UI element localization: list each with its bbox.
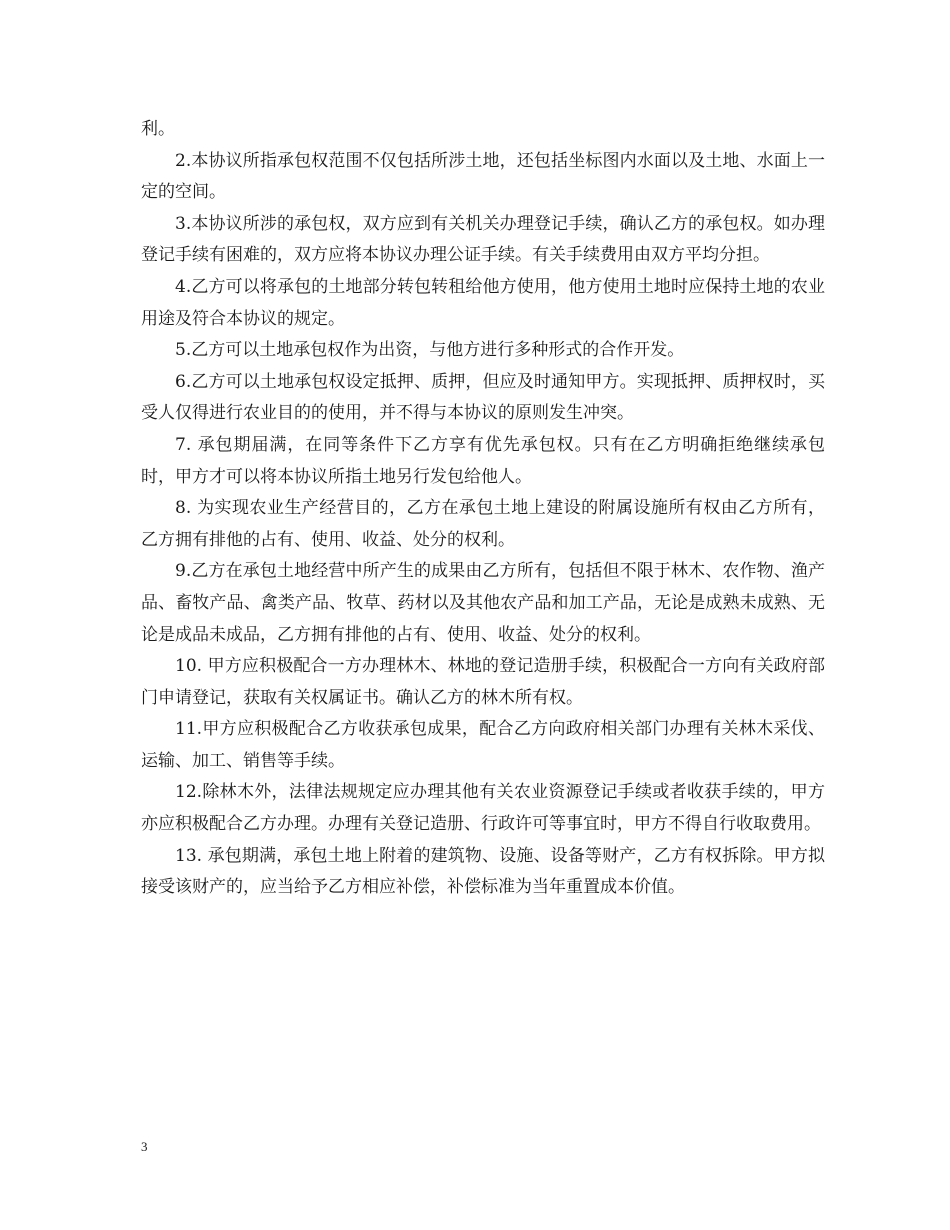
paragraph-clause-6: 6.乙方可以土地承包权设定抵押、质押，但应及时通知甲方。实现抵押、质押权时，买受人仅得进行农业目的的使用，并不得与本协议的原则发生冲突。 bbox=[141, 371, 825, 424]
document-body bbox=[141, 114, 825, 904]
paragraph-clause-10: 10. 甲方应积极配合一方办理林木、林地的登记造册手续，积极配合一方向有关政府部门申请登记，获取有关权属证书。确认乙方的林木所有权。 bbox=[141, 656, 825, 708]
paragraph-clause-11: 11.甲方应积极配合乙方收获承包成果，配合乙方向政府相关部门办理有关林木采伐、运输、加工、销售等手续。 bbox=[141, 719, 825, 771]
paragraph-clause-4: 4.乙方可以将承包的土地部分转包转租给他方使用，他方使用土地时应保持土地的农业用途及符合本协议的规定。 bbox=[141, 276, 825, 329]
paragraph-clause-2: 2.本协议所指承包权范围不仅包括所涉土地，还包括坐标图内水面以及土地、水面上一定的空间。 bbox=[141, 150, 825, 203]
paragraph-clause-9: 9.乙方在承包土地经营中所产生的成果由乙方所有，包括但不限于林木、农作物、渔产品、畜牧产品、禽类产品、牧草、药材以及其他农产品和加工产品，无论是成熟未成熟、无论是成品未成品，乙方拥有排他的占有、使用、收益、处分的权利。 bbox=[141, 561, 825, 645]
paragraph-clause-13: 13. 承包期满，承包土地上附着的建筑物、设施、设备等财产，乙方有权拆除。甲方拟接受该财产的，应当给予乙方相应补偿，补偿标准为当年重置成本价值。 bbox=[141, 845, 825, 898]
page-number: 3 bbox=[141, 1139, 148, 1154]
paragraph-continuation: 利。 bbox=[141, 119, 175, 139]
paragraph-clause-7: 7. 承包期届满，在同等条件下乙方享有优先承包权。只有在乙方明确拒绝继续承包时，甲方才可以将本协议所指土地另行发包给他人。 bbox=[141, 434, 825, 487]
paragraph-clause-12: 12.除林木外，法律法规规定应办理其他有关农业资源登记手续或者收获手续的，甲方亦应积极配合乙方办理。办理有关登记造册、行政许可等事宜时，甲方不得自行收取费用。 bbox=[141, 782, 825, 835]
paragraph-clause-8: 8. 为实现农业生产经营目的，乙方在承包土地上建设的附属设施所有权由乙方所有，乙方拥有排他的占有、使用、收益、处分的权利。 bbox=[141, 498, 825, 550]
paragraph-clause-3: 3.本协议所涉的承包权，双方应到有关机关办理登记手续，确认乙方的承包权。如办理登记手续有困难的，双方应将本协议办理公证手续。有关手续费用由双方平均分担。 bbox=[141, 213, 825, 266]
paragraph-clause-5: 5.乙方可以土地承包权作为出资，与他方进行多种形式的合作开发。 bbox=[175, 340, 685, 361]
